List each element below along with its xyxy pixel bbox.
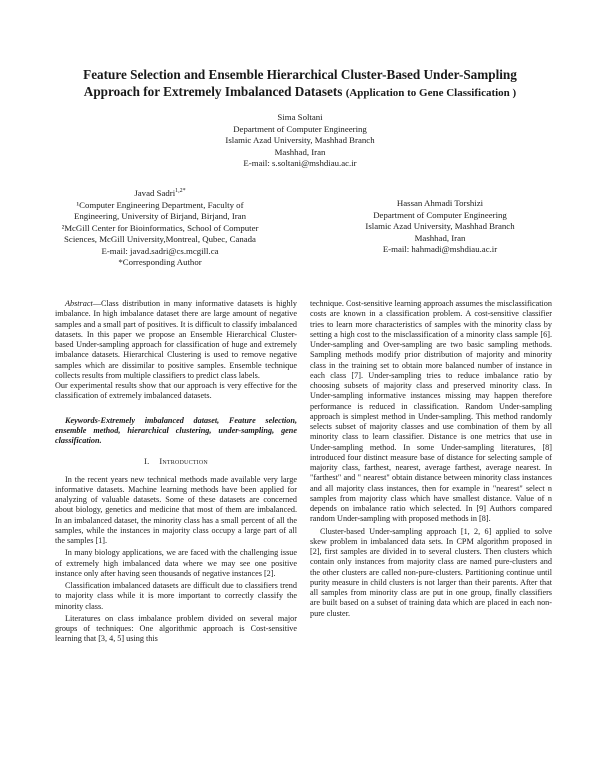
body-paragraph: Cluster-based Under-sampling approach [1, 2, 6] applied to solve skew problem in imbalanced data sets. In CPM algorithm proposed in [2], first samples are divided in to several clusters. Then clusters which contain only instances from majority class are named pure-clusters and the other clusters are called non-pure-clusters. Partitioning continue until purity measure in child clusters is not larger than their parents. After that all samples from minority class are put in one group, finally classifiers are built based on a subset of training data which are placed in each non-pure cluster. <box>310 526 552 618</box>
author-affiliation: Engineering, University of Birjand, Birjand, Iran <box>74 211 246 222</box>
author-location: Mashhad, Iran <box>414 232 466 243</box>
body-paragraph: Classification imbalanced datasets are difficult due to classifiers trend to majority class while it is more important to correctly classify the minority class. <box>55 581 297 611</box>
left-column <box>55 299 297 645</box>
abstract-conclusion: Our experimental results show that our approach is very effective for the classification of extremely imbalanced datasets. <box>55 381 297 401</box>
corresponding-author-note: *Corresponding Author <box>118 257 202 268</box>
author-affiliation: ¹Computer Engineering Department, Faculty of <box>76 199 244 210</box>
author-affiliation: Sciences, McGill University,Montreal, Qubec, Canada <box>64 234 256 245</box>
author-email: E-mail: hahmadi@mshdiau.ac.ir <box>382 244 498 255</box>
section-heading: I. Introduction <box>144 457 208 467</box>
title-subtitle: (Application to Gene Classification ) <box>345 87 517 99</box>
right-column <box>310 299 552 619</box>
author-block-2 <box>40 186 280 269</box>
body-paragraph: In many biology applications, we are faced with the challenging issue of extremely high imbalanced data where we may see one positive instance only after having seen thousands of negative instances [2]. <box>55 548 297 578</box>
keywords: Keywords-Extremely imbalanced dataset, Feature selection, ensemble method, hierarchical clustering, under-sampling, gene classification. <box>55 415 297 445</box>
abstract: Abstract—Class distribution in many informative datasets is highly imbalance. In high imbalance dataset there are large amount of negative samples and a small part of positives. It is difficult to classify imbalanced datasets. In this paper we propose an Ensemble Hierarchical Cluster-based Under-sampling approach for classification of huge and extremely imbalance datasets. Hierarchical Clustering is used to remove negative samples which are dissimilar to positive samples. Ensemble technique collects results from multiple classifiers to predict class labels. <box>55 299 297 380</box>
author-affiliation: Islamic Azad University, Mashhad Branch <box>225 135 375 146</box>
title-main: Approach for Extremely Imbalanced Datasets <box>83 84 343 99</box>
author-affiliation: Islamic Azad University, Mashhad Branch <box>365 221 515 232</box>
author-affiliation: Department of Computer Engineering <box>373 209 507 220</box>
author-email: E-mail: s.soltani@mshdiau.ac.ir <box>243 158 357 169</box>
author-email: E-mail: javad.sadri@cs.mcgill.ca <box>101 245 219 256</box>
title-line-1: Feature Selection and Ensemble Hierarchical Cluster-Based Under-Sampling <box>83 67 517 82</box>
author-block-1 <box>150 112 450 170</box>
author-block-3 <box>315 198 565 256</box>
author-affiliation: ²McGill Center for Bioinformatics, School of Computer <box>61 222 259 233</box>
author-name: Sima Soltani <box>277 112 323 122</box>
author-affiliation: Department of Computer Engineering <box>233 123 367 134</box>
author-location: Mashhad, Iran <box>274 146 326 157</box>
body-paragraph: In the recent years new technical methods made available very large informative datasets. Machine learning methods have been applied for analyzing of valuable datasets. Some of these datasets are concerned about biology, genetics and medicine that most of them are imbalanced. In an imbalanced dataset, the minority class has a small percent of all the samples, while the instances in majority class occupy a large part of all the samples [1]. <box>55 474 297 545</box>
body-paragraph: technique. Cost-sensitive learning approach assumes the misclassification costs are known in a classification problem. A cost-sensitive classifier tries to learn more characteristics of samples with the minority class by setting a high cost to the misclassification of a minority class sample [6]. Under-sampling and Over-sampling are two basic sampling methods. Sampling methods modify prior distribution of majority and minority class in the training set to obtain more balanced number of instance in each class [7]. Under-sampling tries to reduce imbalance ratio by choosing subsets of majority class and preserved minority class. In Under-sampling informative instances missing may happen therefore performance is reduced in classification. Random Under-sampling approach is simplest method in Under-sampling. This method randomly selects subset of majority classes and use combination of them by all minority class to learn classifier. Distance is one metrics that use in Under-sampling method. In some Under-sampling literatures, [8] introduced four distinct measure base of distance for selecting sample of majority class, farthest, nearest, average farthest, average nearest. In "farthest" and " nearest" obtain distance between minority class instances and all majority class instances, then for example in "nearest" select n samples from majority class which have smallest distance. Value of n depends on imbalance ratio which selected. In [9] Authors compared random Under-sampling with proposed methods in [8]. <box>310 299 552 524</box>
title-line-2 <box>40 83 560 102</box>
author-name: Javad Sadri$^{1,2*}$ <box>134 187 186 198</box>
body-paragraph: Literatures on class imbalance problem divided on several major groups of techniques: One algorithmic approach is Cost-sensitive learning that [3, 4, 5] using this <box>55 613 297 644</box>
paper-title <box>40 66 560 102</box>
author-name: Hassan Ahmadi Torshizi <box>396 198 484 208</box>
